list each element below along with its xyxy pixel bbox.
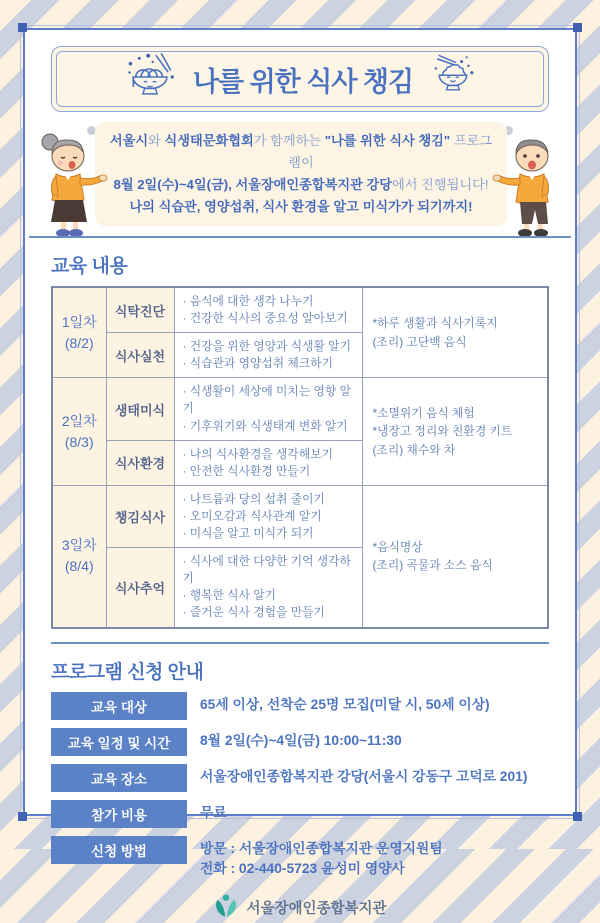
row-value: 무료	[200, 804, 227, 820]
row-value: 8월 2일(수)~4일(금) 10:00~11:30	[200, 732, 402, 748]
row-value: 65세 이상, 선착순 25명 모집(미달 시, 50세 이상)	[200, 696, 490, 712]
education-heading: 교육 내용	[51, 256, 128, 277]
topic-cell: 식사추억	[106, 548, 174, 628]
grandpa-illustration	[492, 126, 570, 238]
application-row	[51, 728, 549, 756]
row-label: 교육 일정 및 시간	[51, 728, 187, 756]
topic-cell: 챙김식사	[106, 485, 174, 547]
application-heading: 프로그램 신청 안내	[51, 661, 204, 683]
table-row	[52, 287, 548, 333]
row-label: 교육 장소	[51, 764, 187, 792]
items-cell: · 식사에 대한 다양한 기억 생각하기 · 행복한 식사 알기 · 즐거운 식사 경험을 만들기	[174, 548, 362, 628]
application-row	[51, 800, 549, 828]
organization-name: 서울장애인종합복지관	[246, 901, 387, 917]
title-banner	[51, 46, 549, 112]
topic-cell: 식사실천	[106, 333, 174, 378]
items-cell: · 나트륨과 당의 섭취 줄이기 · 오미오감과 식사관계 알기 · 미식을 알고 미식가 되기	[174, 485, 362, 547]
footer	[51, 893, 549, 923]
row-label: 신청 방법	[51, 836, 187, 864]
intro-panel	[95, 122, 507, 226]
application-row	[51, 764, 549, 792]
topic-cell: 식탁진단	[106, 287, 174, 333]
intro-line-1: 서울시와 식생태문화협회가 함께하는 "나를 위한 식사 챙김" 프로그램이	[109, 133, 493, 171]
day-cell: 1일차 (8/2)	[52, 287, 106, 378]
items-cell: · 음식에 대한 생각 나누기 · 건강한 식사의 중요성 알아보기	[174, 287, 362, 333]
items-cell: · 나의 식사환경을 생각해보기 · 안전한 식사환경 만들기	[174, 440, 362, 485]
poster-sheet	[23, 28, 577, 917]
extra-cell: *소멸위기 음식 체험 *냉장고 정리와 친환경 키트 (조리) 채수와 차	[362, 378, 548, 485]
table-row	[52, 485, 548, 547]
items-cell: · 건강을 위한 영양과 식생활 알기 · 식습관과 영양섭취 체크하기	[174, 333, 362, 378]
org-logo-icon	[213, 893, 239, 923]
noodle-bowl-icon	[123, 53, 177, 106]
intro-line-3: 나의 식습관, 영양섭취, 식사 환경을 알고 미식가가 되기까지!	[129, 198, 473, 214]
day-cell: 3일차 (8/4)	[52, 485, 106, 627]
table-row	[52, 378, 548, 440]
topic-cell: 생태미식	[106, 378, 174, 440]
row-value: 서울장애인종합복지관 강당(서울시 강동구 고덕로 201)	[200, 768, 528, 784]
title-banner-frame	[56, 51, 544, 107]
row-value: 방문 : 서울장애인종합복지관 운영지원팀 전화 : 02-440-5723 윤성미 영양사	[200, 840, 443, 876]
row-label: 교육 대상	[51, 692, 187, 720]
intro-section	[51, 122, 549, 238]
ground-line	[29, 236, 571, 238]
rice-bowl-icon	[429, 54, 477, 105]
extra-cell: *하루 생활과 식사기록지 (조리) 고단백 음식	[362, 287, 548, 378]
section-divider	[51, 642, 549, 644]
items-cell: · 식생활이 세상에 미치는 영향 알기 · 기후위기와 식생태계 변화 알기	[174, 378, 362, 440]
application-row	[51, 836, 549, 879]
day-cell: 2일차 (8/3)	[52, 378, 106, 485]
page-title: 나를 위한 식사 챙김	[192, 66, 414, 97]
grandma-illustration	[30, 126, 108, 238]
topic-cell: 식사환경	[106, 440, 174, 485]
education-table	[51, 286, 549, 629]
row-label: 참가 비용	[51, 800, 187, 828]
application-row	[51, 692, 549, 720]
intro-line-2: 8월 2일(수)~4일(금), 서울장애인종합복지관 강당에서 진행됩니다!	[113, 177, 489, 192]
poster-content	[25, 30, 575, 917]
extra-cell: *음식명상 (조리) 곡물과 소스 음식	[362, 485, 548, 627]
